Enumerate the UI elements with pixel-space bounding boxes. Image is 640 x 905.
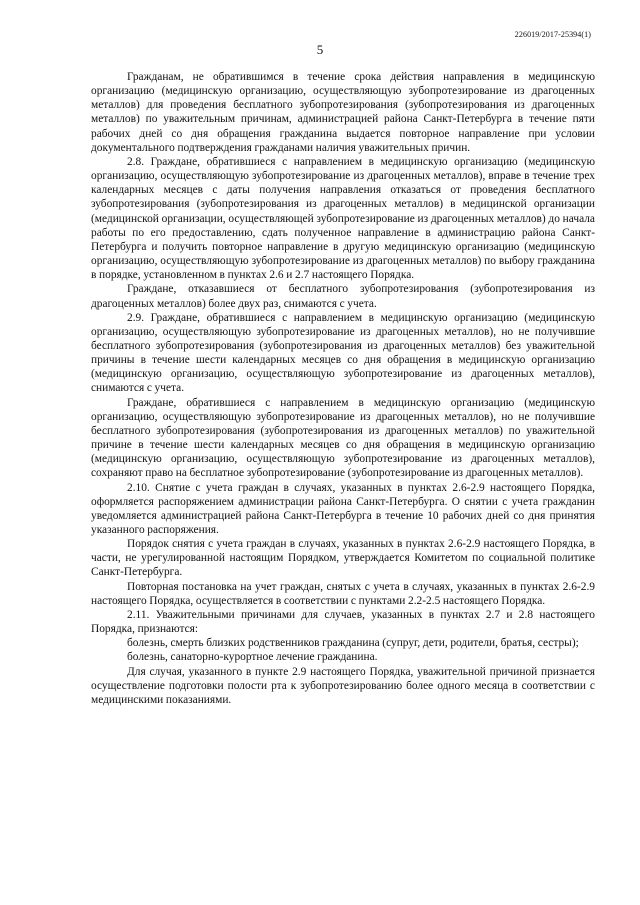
page-number: 5 [316,42,324,57]
paragraph-2-10: 2.10. Снятие с учета граждан в случаях, указанных в пунктах 2.6-2.9 настоящего Порядка, оформляется распоряжением администрации района Санкт-Петербурга. О снятии с учета гражданин уведомляется администрацией района Санкт-Петербурга в течение 10 рабочих дней со дня принятия указанного распоряжения. [91,481,595,536]
document-number: 226019/2017-25394(1) [514,30,591,39]
paragraph-deregistration-procedure: Порядок снятия с учета граждан в случаях, указанных в пунктах 2.6-2.9 настоящего Порядка, в части, не урегулированной настоящим Порядком, утверждается Комитетом по социальной политике Санкт-Петербурга. [91,538,595,579]
paragraph-reason-relatives: болезнь, смерть близких родственников гражданина (супруг, дети, родители, братья, сестры); [127,637,579,650]
paragraph-refusal-deregistration: Граждане, отказавшиеся от бесплатного зубопротезирования (зубопротезирования из драгоценных металлов) более двух раз, снимаются с учета. [91,283,595,310]
paragraph-re-registration: Повторная постановка на учет граждан, снятых с учета в случаях, указанных в пунктах 2.6-2.9 настоящего Порядка, осуществляется в соответствии с пунктами 2.2-2.5 настоящего Порядка. [91,580,595,607]
paragraph-2-11: 2.11. Уважительными причинами для случаев, указанных в пунктах 2.7 и 2.8 настоящего Порядка, признаются: [91,608,595,636]
document-body [91,70,595,707]
paragraph-reissue-referral: Гражданам, не обратившимся в течение срока действия направления в медицинскую организацию (медицинскую организацию, осуществляющую зубопротезирование из драгоценных металлов) для проведения бесплатного зубопротезирования (зубопротезирования из драгоценных металлов) по уважительным причинам, администрацией района Санкт-Петербурга в течение пяти рабочих дней со дня обращения гражданина выдается повторное направление при условии документального подтверждения гражданами наличия уважительных причин. [91,71,595,154]
paragraph-2-8: 2.8. Граждане, обратившиеся с направлением в медицинскую организацию (медицинскую организацию, осуществляющую зубопротезирование из драгоценных металлов), вправе в течение трех календарных месяцев с даты получения направления отказаться от проведения бесплатного зубопротезирования (зубопротезирования из драгоценных металлов) в медицинской организации (медицинской организации, осуществляющей зубопротезирование из драгоценных металлов) до начала работы по его предоставлению, сдать полученное направление в администрацию района Санкт-Петербурга и получить повторное направление в другую медицинскую организацию (медицинскую организацию, осуществляющую зубопротезирование из драгоценных металлов) по выбору гражданина в порядке, установленном в пунктах 2.6 и 2.7 настоящего Порядка. [91,155,595,282]
paragraph-reason-treatment: болезнь, санаторно-курортное лечение гражданина. [127,651,378,664]
paragraph-2-9: 2.9. Граждане, обратившиеся с направлением в медицинскую организацию (медицинскую организацию, осуществляющую зубопротезирование из драгоценных металлов), но не получившие бесплатного зубопротезирования (зубопротезирования из драгоценных металлов) без уважительной причины в течение шести календарных месяцев со дня обращения в медицинскую организацию (медицинскую организацию, осуществляющую зубопротезирование из драгоценных металлов), снимаются с учета. [91,311,595,395]
paragraph-reason-oral-preparation: Для случая, указанного в пункте 2.9 настоящего Порядка, уважительной причиной признается осуществление подготовки полости рта к зубопротезированию более одного месяца в соответствии с медицинскими показаниями. [91,665,595,706]
paragraph-retain-right: Граждане, обратившиеся с направлением в медицинскую организацию (медицинскую организацию, осуществляющую зубопротезирование из драгоценных металлов), но не получившие бесплатного зубопротезирования (зубопротезирования из драгоценных металлов) по уважительной причине в течение шести календарных месяцев со дня обращения в медицинскую организацию (медицинскую организацию, осуществляющую зубопротезирование из драгоценных металлов), сохраняют право на бесплатное зубопротезирование (зубопротезирование из драгоценных металлов). [91,396,595,480]
